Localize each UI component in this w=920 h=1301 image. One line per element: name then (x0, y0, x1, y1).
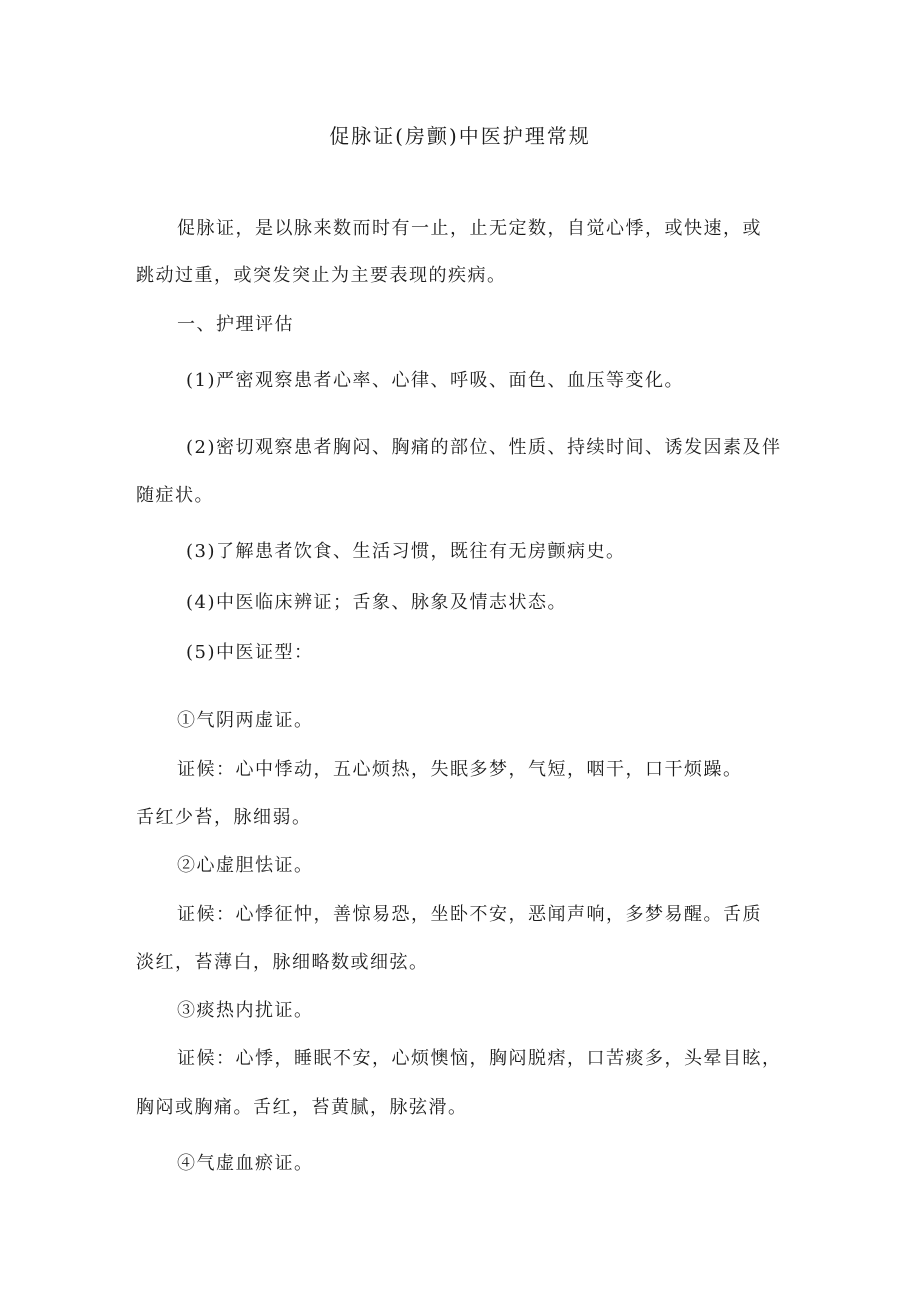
document-title: 促脉证(房颤)中医护理常规 (329, 124, 591, 148)
assessment-item-5: (5)中医证型： (186, 642, 314, 663)
section-heading-assessment: 一、护理评估 (177, 314, 294, 335)
syndrome-1-sign-line-2: 舌红少苔，脉细弱。 (136, 807, 312, 828)
syndrome-3-sign-line-2: 胸闷或胸痛。舌红，苔黄腻，脉弦滑。 (136, 1097, 468, 1118)
syndrome-4-name: ④气虚血瘀证。 (177, 1153, 314, 1174)
intro-line-2: 跳动过重，或突发突止为主要表现的疾病。 (136, 265, 507, 286)
syndrome-2-sign-line-1: 证候：心悸征忡，善惊易恐，坐卧不安，恶闻声响，多梦易醒。舌质 (177, 904, 762, 925)
assessment-item-2-line-2: 随症状。 (136, 485, 214, 506)
intro-line-1: 促脉证，是以脉来数而时有一止，止无定数，自觉心悸，或快速，或 (177, 218, 762, 239)
syndrome-1-sign-line-1: 证候：心中悸动，五心烦热，失眠多梦，气短，咽干，口干烦躁。 (177, 759, 743, 780)
syndrome-3-name: ③痰热内扰证。 (177, 1000, 314, 1021)
assessment-item-3: (3)了解患者饮食、生活习惯，既往有无房颤病史。 (186, 541, 626, 562)
assessment-item-2-line-1: (2)密切观察患者胸闷、胸痛的部位、性质、持续时间、诱发因素及伴 (186, 437, 782, 458)
assessment-item-1: (1)严密观察患者心率、心律、呼吸、面色、血压等变化。 (186, 370, 684, 391)
syndrome-2-name: ②心虚胆怯证。 (177, 855, 314, 876)
assessment-item-4: (4)中医临床辨证；舌象、脉象及情志状态。 (186, 592, 567, 613)
syndrome-2-sign-line-2: 淡红，苔薄白，脉细略数或细弦。 (136, 952, 429, 973)
syndrome-3-sign-line-1: 证候：心悸，睡眠不安，心烦懊恼，胸闷脱痞，口苦痰多，头晕目眩， (177, 1048, 782, 1069)
syndrome-1-name: ①气阴两虚证。 (177, 710, 314, 731)
